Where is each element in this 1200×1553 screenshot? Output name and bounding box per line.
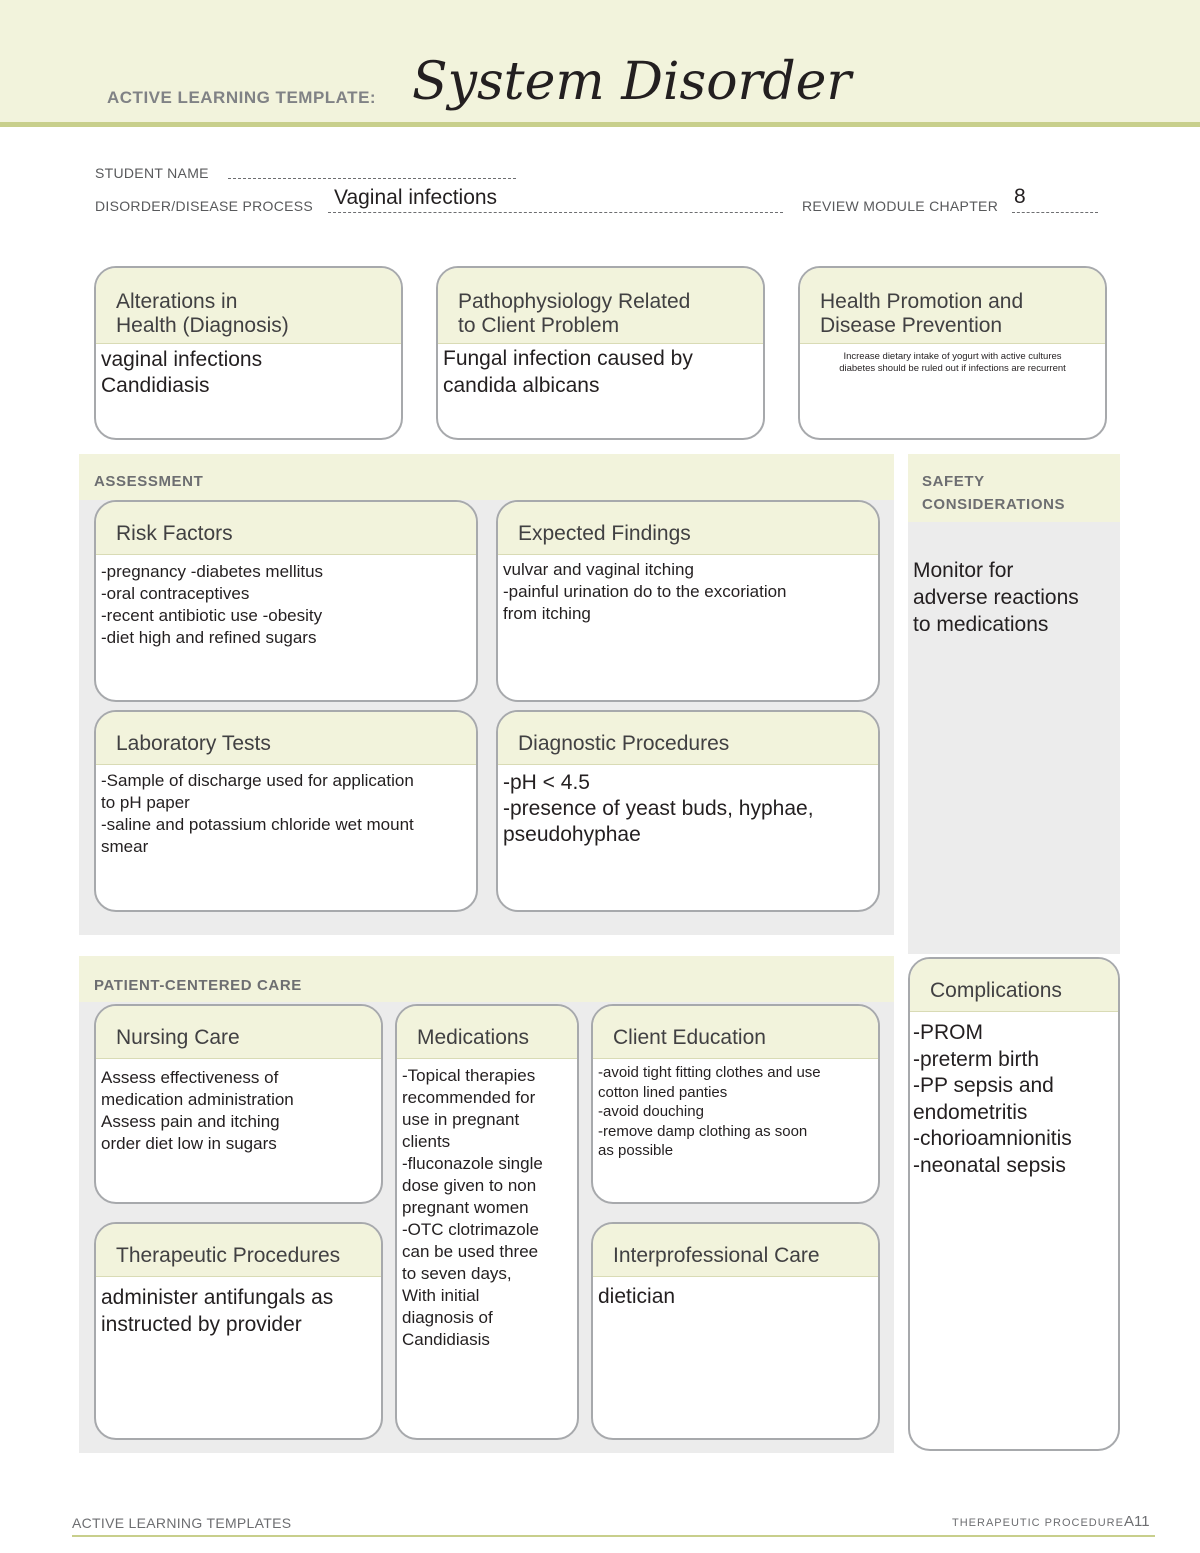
footer-left: ACTIVE LEARNING TEMPLATES: [72, 1515, 292, 1531]
health-promotion-body[interactable]: Increase dietary intake of yogurt with active cultures diabetes should be ruled out if infections are recurrent: [839, 351, 1066, 374]
client-education-box: [591, 1004, 880, 1204]
student-name-line[interactable]: [228, 178, 516, 179]
assessment-label: ASSESSMENT: [94, 473, 204, 490]
safety-panel: [908, 454, 1120, 954]
disorder-label: DISORDER/DISEASE PROCESS: [95, 198, 314, 214]
therapeutic-procedures-head: [96, 1224, 381, 1277]
pathophysiology-box: [436, 266, 765, 440]
footer-rule: [72, 1535, 1155, 1537]
disorder-line: [328, 212, 783, 213]
interprofessional-care-title: Interprofessional Care: [613, 1244, 820, 1267]
laboratory-tests-box: [94, 710, 478, 912]
expected-findings-head: [498, 502, 878, 555]
laboratory-tests-head: [96, 712, 476, 765]
risk-factors-head: [96, 502, 476, 555]
medications-body[interactable]: -Topical therapies recommended for use in pregnant clients -fluconazole single dose given to non pregnant women -OTC clotrimazole can be used three to seven days, With initial diagnosis of Candidiasis: [402, 1066, 543, 1349]
complications-title: Complications: [930, 979, 1062, 1002]
alterations-body[interactable]: vaginal infections Candidiasis: [101, 348, 263, 397]
therapeutic-procedures-box: [94, 1222, 383, 1440]
nursing-care-head: [96, 1006, 381, 1059]
diagnostic-procedures-head: [498, 712, 878, 765]
health-promotion-box: [798, 266, 1107, 440]
risk-factors-body[interactable]: -pregnancy -diabetes mellitus -oral contraceptives -recent antibiotic use -obesity -diet high and refined sugars: [101, 562, 324, 647]
alterations-head: [96, 268, 401, 344]
footer-right: THERAPEUTIC PROCEDURE: [952, 1517, 1124, 1529]
safety-label: SAFETY CONSIDERATIONS: [922, 473, 1066, 513]
client-education-body[interactable]: -avoid tight fitting clothes and use cotton lined panties -avoid douching -remove damp clothing as soon as possible: [598, 1064, 821, 1159]
laboratory-tests-body[interactable]: -Sample of discharge used for application to pH paper -saline and potassium chloride wet mount smear: [101, 771, 414, 856]
disorder-value[interactable]: Vaginal infections: [334, 186, 498, 209]
client-education-title: Client Education: [613, 1026, 766, 1049]
therapeutic-procedures-title: Therapeutic Procedures: [116, 1244, 341, 1267]
complications-head: [910, 959, 1118, 1012]
chapter-line: [1012, 212, 1098, 213]
safety-body[interactable]: Monitor for adverse reactions to medications: [913, 559, 1079, 636]
health-promotion-title: Health Promotion and Disease Prevention: [820, 290, 1024, 337]
chapter-label: REVIEW MODULE CHAPTER: [802, 198, 999, 214]
interprofessional-care-body[interactable]: dietician: [598, 1285, 676, 1308]
medications-title: Medications: [417, 1026, 530, 1049]
expected-findings-body[interactable]: vulvar and vaginal itching -painful urination do to the excoriation from itching: [503, 560, 787, 623]
complications-body[interactable]: -PROM -preterm birth -PP sepsis and endometritis -chorioamnionitis -neonatal sepsis: [913, 1021, 1072, 1177]
diagnostic-procedures-title: Diagnostic Procedures: [518, 732, 730, 755]
diagnostic-procedures-box: [496, 710, 880, 912]
medications-head: [397, 1006, 577, 1059]
footer-page-number: A11: [1124, 1513, 1150, 1530]
client-education-head: [593, 1006, 878, 1059]
pathophysiology-title: Pathophysiology Related to Client Problem: [458, 290, 691, 337]
interprofessional-care-head: [593, 1224, 878, 1277]
alterations-box: [94, 266, 403, 440]
interprofessional-care-box: [591, 1222, 880, 1440]
nursing-care-title: Nursing Care: [116, 1026, 240, 1049]
page-title: System Disorder: [412, 52, 852, 112]
therapeutic-procedures-body[interactable]: administer antifungals as instructed by provider: [101, 1286, 334, 1336]
medications-box: [395, 1004, 579, 1440]
pathophysiology-body[interactable]: Fungal infection caused by candida albicans: [443, 347, 693, 397]
template-label: ACTIVE LEARNING TEMPLATE:: [107, 88, 377, 107]
alterations-title: Alterations in Health (Diagnosis): [116, 290, 289, 337]
expected-findings-title: Expected Findings: [518, 522, 691, 545]
laboratory-tests-title: Laboratory Tests: [116, 732, 271, 755]
risk-factors-box: [94, 500, 478, 702]
risk-factors-title: Risk Factors: [116, 522, 233, 545]
header-rule: [0, 122, 1200, 127]
diagnostic-procedures-body[interactable]: -pH < 4.5 -presence of yeast buds, hyphae, pseudohyphae: [503, 771, 814, 846]
chapter-value[interactable]: 8: [1014, 185, 1026, 208]
nursing-care-box: [94, 1004, 383, 1204]
patient-care-label: PATIENT-CENTERED CARE: [94, 977, 302, 994]
health-promotion-head: [800, 268, 1105, 344]
student-name-label: STUDENT NAME: [95, 165, 209, 181]
pathophysiology-head: [438, 268, 763, 344]
expected-findings-box: [496, 500, 880, 702]
complications-box: [908, 957, 1120, 1451]
nursing-care-body[interactable]: Assess effectiveness of medication administration Assess pain and itching order diet low in sugars: [101, 1068, 294, 1153]
